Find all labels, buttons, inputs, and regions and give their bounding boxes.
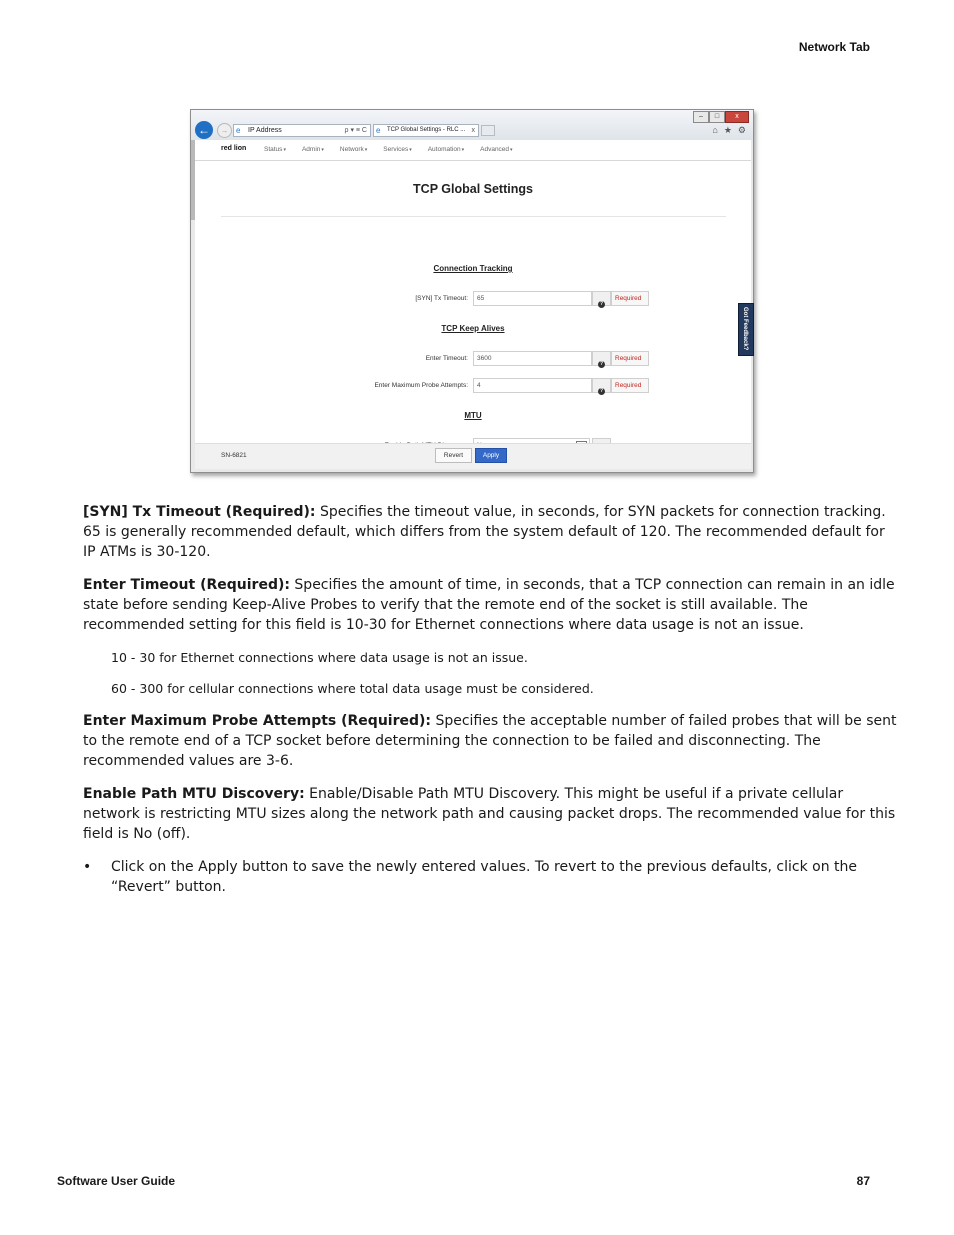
tab-title: TCP Global Settings - RLC ...: [387, 127, 466, 133]
browser-chrome: [191, 110, 753, 140]
enter-timeout-input[interactable]: 3600: [473, 351, 592, 366]
page-number: 87: [856, 1174, 870, 1188]
section-tcp-keep-alives: TCP Keep Alives: [441, 324, 505, 333]
forward-arrow-icon[interactable]: →: [217, 123, 232, 138]
apply-button[interactable]: Apply: [475, 448, 507, 463]
footer-title: Software User Guide: [57, 1174, 176, 1188]
paragraph-path-mtu: [83, 784, 899, 844]
ie-logo-icon: e: [236, 126, 241, 135]
probe-attempts-input[interactable]: 4: [473, 378, 592, 393]
bullet-icon: •: [83, 859, 92, 875]
serial-number: SN-6821: [221, 452, 247, 459]
form-footer: [195, 443, 751, 469]
help-button[interactable]: [592, 291, 611, 306]
paragraph-enter-timeout: [83, 575, 899, 635]
term-path-mtu: Enable Path MTU Discovery:: [83, 786, 305, 802]
new-tab-button[interactable]: [481, 125, 495, 136]
desc-probe-attempts: Specifies the acceptable number of failed probes that will be sent to the remote end of a TCP socket before determining the connection to be failed and disconnecting. The recommended values are 3-6.: [83, 713, 897, 769]
chevron-down-icon: ▾: [461, 147, 465, 153]
term-syn-timeout: [SYN] Tx Timeout (Required):: [83, 504, 316, 520]
paragraph-probe-attempts: [83, 711, 899, 771]
term-enter-timeout: Enter Timeout (Required):: [83, 577, 290, 593]
close-icon[interactable]: x: [725, 111, 749, 123]
tab-close-icon[interactable]: x: [471, 127, 475, 134]
browser-toolbar-icons: [712, 125, 746, 136]
probe-attempts-label: Enter Maximum Probe Attempts:: [374, 382, 468, 389]
chevron-down-icon: ▾: [364, 147, 368, 153]
settings-gear-icon[interactable]: ⚙: [737, 125, 746, 135]
chevron-down-icon: ▾: [510, 147, 513, 153]
web-page: [195, 140, 751, 468]
nav-item-services[interactable]: Services▾: [383, 146, 412, 153]
paragraph-syn-timeout: [83, 502, 899, 562]
screenshot-figure: [190, 109, 754, 473]
nav-item-advanced[interactable]: Advanced▾: [480, 146, 513, 153]
chevron-down-icon: ▾: [409, 147, 412, 153]
enter-timeout-label: Enter Timeout:: [425, 355, 468, 362]
chevron-down-icon: ▾: [321, 147, 324, 153]
help-icon: ?: [599, 388, 604, 394]
revert-button[interactable]: Revert: [435, 448, 472, 463]
bullet-apply-instruction: Click on the Apply button to save the newly entered values. To revert to the previous defaults, click on the “Revert” button.: [111, 859, 857, 895]
help-button[interactable]: [592, 351, 611, 366]
home-icon[interactable]: ⌂: [712, 125, 718, 135]
page-title: TCP Global Settings: [413, 182, 533, 196]
desc-enter-timeout: Specifies the amount of time, in seconds, that a TCP connection can remain in an idle state before sending Keep-Alive Probes to verify that the remote end of the socket is still available. The recommended setting for this field is 10-30 for Ethernet connections where data usage is not an issue.: [83, 577, 895, 633]
syn-timeout-label: [SYN] Tx Timeout:: [415, 295, 468, 302]
running-head: Network Tab: [798, 40, 870, 54]
back-arrow-icon[interactable]: ←: [195, 121, 213, 139]
term-probe-attempts: Enter Maximum Probe Attempts (Required):: [83, 713, 431, 729]
section-connection-tracking: Connection Tracking: [433, 264, 513, 273]
ie-tab-icon: e: [376, 126, 381, 135]
address-tools[interactable]: ρ ▾ ≡ C: [344, 127, 367, 134]
required-badge: Required: [611, 291, 649, 306]
red-lion-logo[interactable]: red lion: [221, 145, 247, 152]
address-bar[interactable]: [233, 124, 371, 137]
help-icon: ?: [599, 301, 604, 307]
minimize-icon[interactable]: –: [693, 111, 709, 123]
help-icon: ?: [599, 361, 604, 367]
nav-item-status[interactable]: Status▾: [264, 146, 286, 153]
feedback-tab[interactable]: Got Feedback?: [738, 303, 754, 356]
nav-menu: [264, 146, 513, 153]
divider: [221, 216, 726, 217]
help-button[interactable]: [592, 378, 611, 393]
nav-item-automation[interactable]: Automation▾: [427, 146, 465, 153]
maximize-icon[interactable]: □: [709, 111, 725, 123]
browser-tab[interactable]: [373, 124, 479, 137]
favorites-star-icon[interactable]: ★: [723, 125, 732, 135]
desc-path-mtu: Enable/Disable Path MTU Discovery. This might be useful if a private cellular network is restricting MTU sizes along the network path and causing packet drops. The recommended value for this field is No (off).: [83, 786, 896, 842]
required-badge: Required: [611, 351, 649, 366]
sub-item-cellular: 60 - 300 for cellular connections where total data usage must be considered.: [111, 681, 594, 696]
chevron-down-icon: ▾: [283, 147, 286, 153]
top-navbar: [195, 140, 751, 161]
desc-syn-timeout: Specifies the timeout value, in seconds, for SYN packets for connection tracking. 65 is generally recommended default, which differs from the system default of 120. The recommended default for IP ATMs is 30-120.: [83, 504, 886, 560]
nav-item-admin[interactable]: Admin▾: [301, 146, 324, 153]
nav-item-network[interactable]: Network▾: [339, 146, 368, 153]
required-badge: Required: [611, 378, 649, 393]
sub-item-ethernet: 10 - 30 for Ethernet connections where data usage is not an issue.: [111, 650, 528, 665]
window-controls: [693, 111, 749, 123]
section-mtu: MTU: [464, 411, 482, 420]
syn-timeout-input[interactable]: 65: [473, 291, 592, 306]
address-value: IP Address: [248, 127, 282, 134]
